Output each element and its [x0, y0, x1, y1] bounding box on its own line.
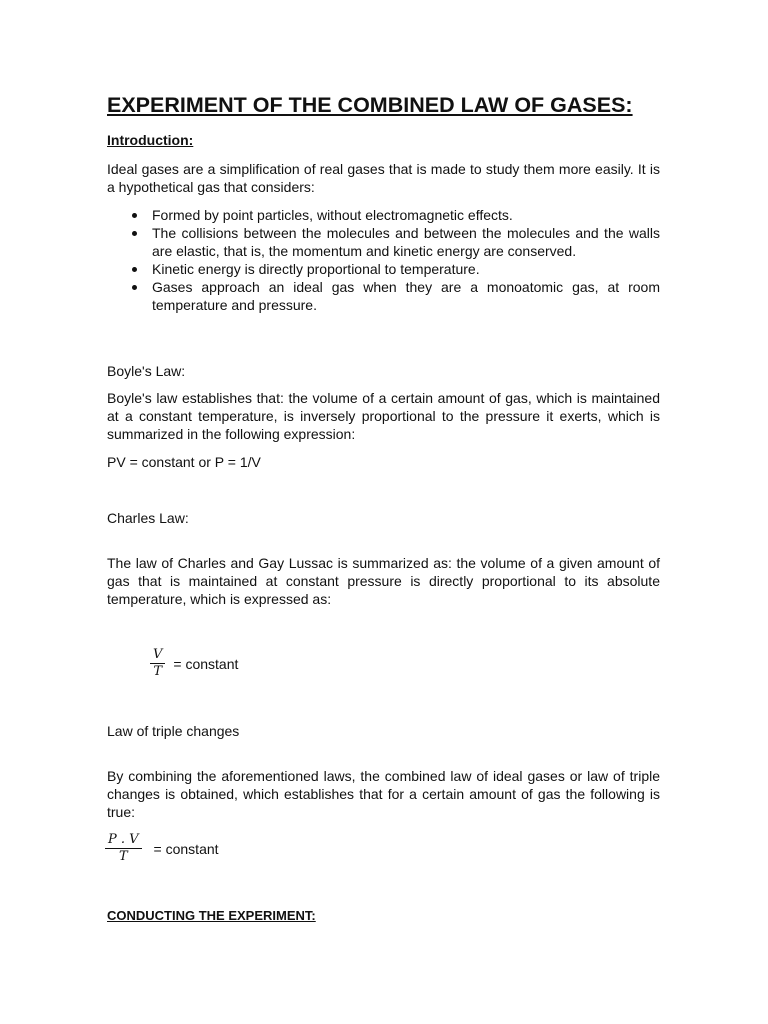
- charles-law-paragraph: The law of Charles and Gay Lussac is summarized as: the volume of a given amount of gas that is maintained at constant pressure is directly proportional to its absolute temperature, which is expressed as:: [107, 555, 660, 607]
- properties-list: [107, 206, 660, 314]
- fraction-numerator: P . V: [108, 832, 139, 847]
- boyle-law-paragraph: Boyle's law establishes that: the volume of a certain amount of gas, which is maintained at a constant temperature, is inversely proportional to the pressure it exerts, which is summarized in the following expression:: [107, 390, 660, 442]
- volume-temperature-fraction: [150, 647, 165, 680]
- bullet-icon: [132, 231, 137, 236]
- list-item-text: Formed by point particles, without electromagnetic effects.: [152, 207, 513, 223]
- boyle-law-label: Boyle's Law:: [107, 363, 186, 379]
- fraction-numerator: V: [153, 647, 163, 662]
- bullet-icon: [132, 267, 137, 272]
- list-item-text: Kinetic energy is directly proportional to temperature.: [152, 261, 480, 277]
- list-item: [107, 224, 660, 260]
- charles-law-formula: [150, 647, 238, 680]
- bullet-icon: [132, 285, 137, 290]
- formula-rhs: = constant: [173, 655, 239, 672]
- fraction-denominator: T: [153, 664, 163, 679]
- formula-rhs: = constant: [153, 840, 219, 857]
- introduction-heading: Introduction:: [107, 132, 194, 148]
- triple-changes-paragraph: By combining the aforementioned laws, the combined law of ideal gases or law of triple changes is obtained, which establishes that for a certain amount of gas the following is true:: [107, 768, 660, 820]
- list-item-text: Gases approach an ideal gas when they are a monoatomic gas, at room temperature and pressure.: [152, 279, 660, 313]
- document-title: EXPERIMENT OF THE COMBINED LAW OF GASES:: [107, 93, 633, 117]
- experiment-heading: CONDUCTING THE EXPERIMENT:: [107, 908, 316, 923]
- charles-law-label: Charles Law:: [107, 510, 189, 526]
- triple-changes-label: Law of triple changes: [107, 723, 240, 739]
- boyle-law-formula: PV = constant or P = 1/V: [107, 454, 261, 470]
- list-item-text: The collisions between the molecules and between the molecules and the walls are elastic, that is, the momentum and kinetic energy are conserved.: [152, 225, 660, 259]
- introduction-paragraph: Ideal gases are a simplification of real gases that is made to study them more easily. It is a hypothetical gas that considers:: [107, 161, 660, 195]
- combined-fraction: [105, 832, 142, 865]
- bullet-icon: [132, 213, 137, 218]
- list-item: [107, 206, 660, 224]
- combined-law-formula: [105, 832, 219, 865]
- list-item: [107, 278, 660, 314]
- list-item: [107, 260, 660, 278]
- fraction-denominator: T: [118, 849, 128, 864]
